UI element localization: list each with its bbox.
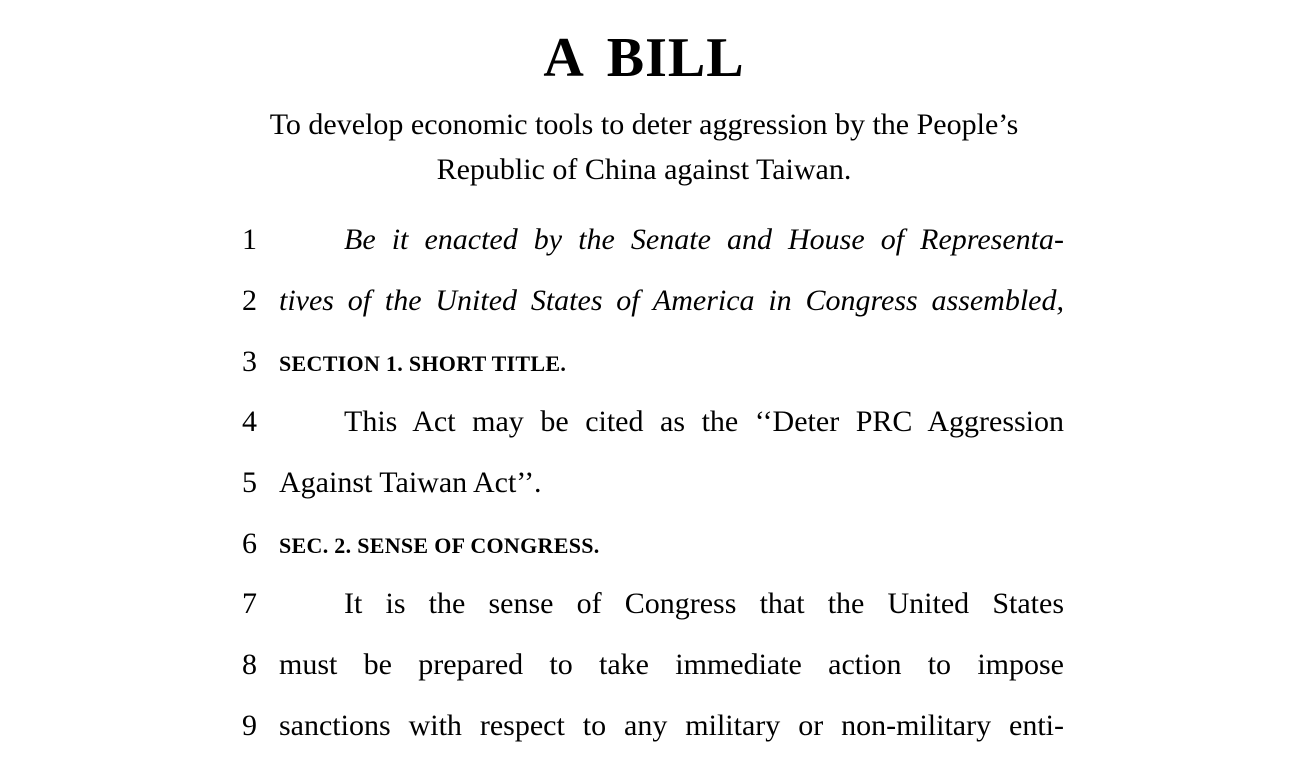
body-text: must be prepared to take immediate action to impose xyxy=(279,648,1064,681)
line-number: 3 xyxy=(242,345,257,378)
body-text: It is the sense of Congress that the United States xyxy=(344,587,1064,620)
line-number: 5 xyxy=(242,466,257,499)
body-text: This Act may be cited as the ‘‘Deter PRC Aggression xyxy=(344,405,1064,438)
body-text: Against Taiwan Act’’. xyxy=(279,466,542,499)
bill-line xyxy=(0,402,1301,442)
bill-line xyxy=(0,342,1301,382)
bill-line xyxy=(0,524,1301,564)
line-number: 2 xyxy=(242,284,257,317)
line-number: 6 xyxy=(242,527,257,560)
bill-line xyxy=(0,584,1301,624)
section-heading: SECTION 1. SHORT TITLE. xyxy=(279,351,567,376)
bill-line xyxy=(0,220,1301,260)
bill-line xyxy=(0,281,1301,321)
line-number: 8 xyxy=(242,648,257,681)
line-number: 4 xyxy=(242,405,257,438)
enacting-clause-text: Be it enacted by the Senate and House of Representa- xyxy=(344,223,1064,256)
bill-line xyxy=(0,463,1301,503)
body-text: sanctions with respect to any military or non-military enti- xyxy=(279,709,1064,742)
section-heading: SEC. 2. SENSE OF CONGRESS. xyxy=(279,533,600,558)
line-number: 9 xyxy=(242,709,257,742)
bill-title: A BILL xyxy=(543,27,745,89)
bill-line xyxy=(0,645,1301,685)
enacting-clause-text: tives of the United States of America in Congress assembled, xyxy=(279,284,1064,317)
line-number: 7 xyxy=(242,587,257,620)
bill-line xyxy=(0,706,1301,746)
line-number: 1 xyxy=(242,223,257,256)
bill-purpose: To develop economic tools to deter aggression by the People’s Republic of China against Taiwan. xyxy=(269,108,1019,186)
